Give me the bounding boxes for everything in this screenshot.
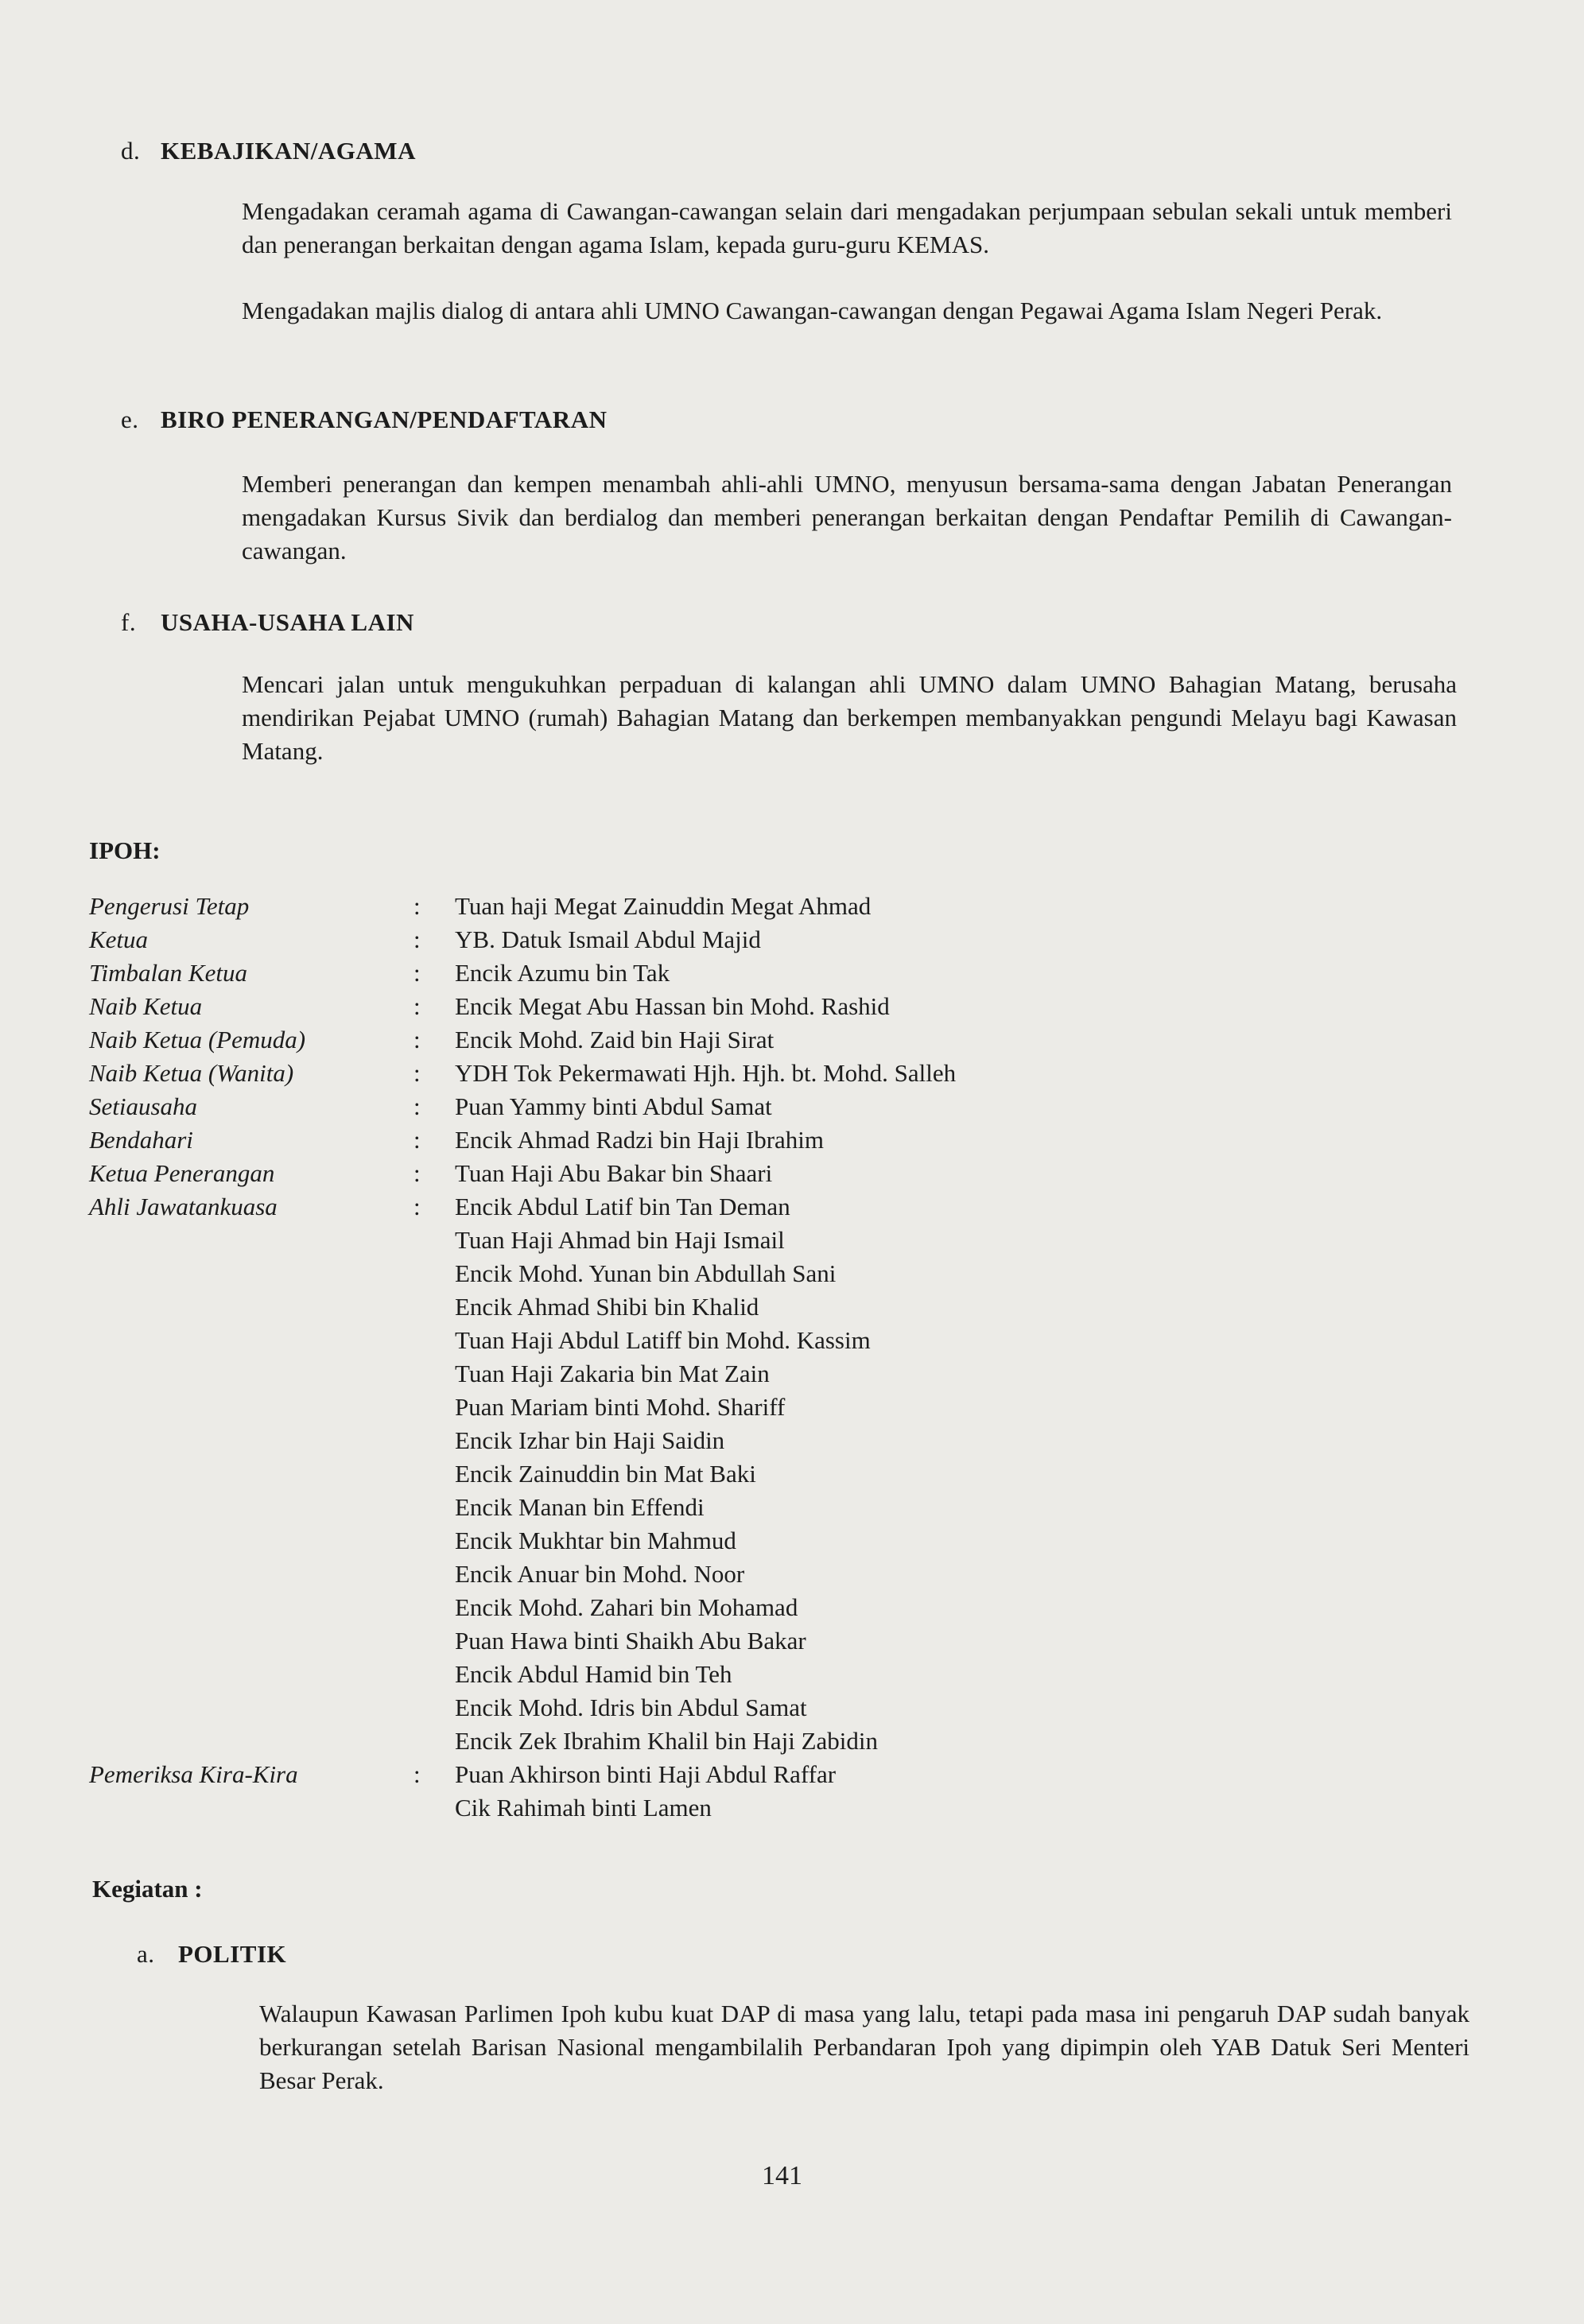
section-f-title: USAHA-USAHA LAIN <box>161 608 414 636</box>
roster-name: Encik Mukhtar bin Mahmud <box>455 1527 736 1554</box>
roster-name: Encik Zek Ibrahim Khalil bin Haji Zabidin <box>455 1727 879 1755</box>
section-d-paragraph-2: Mengadakan majlis dialog di antara ahli UMNO Cawangan-cawangan dengan Pegawai Agama Islam Negeri Perak. <box>242 297 1383 324</box>
roster-role: Naib Ketua (Wanita) <box>89 1059 294 1087</box>
section-d-heading <box>121 137 416 165</box>
roster-role: Timbalan Ketua <box>89 959 247 987</box>
section-e-heading <box>121 405 607 434</box>
roster-row <box>89 1159 1123 1193</box>
roster-role: Setiausaha <box>89 1092 198 1120</box>
section-d-paragraph-1: Mengadakan ceramah agama di Cawangan-cawangan selain dari mengadakan perjumpaan sebulan sekali untuk memberi dan penerangan berkaitan dengan agama Islam, kepada guru-guru KEMAS. <box>242 197 1452 258</box>
roster-name: Encik Azumu bin Tak <box>455 959 670 987</box>
roster-name: Encik Abdul Hamid bin Teh <box>455 1660 732 1688</box>
roster-name: Puan Mariam binti Mohd. Shariff <box>455 1393 786 1421</box>
roster-colon: : <box>413 1193 421 1220</box>
section-e-title: BIRO PENERANGAN/PENDAFTARAN <box>161 405 608 433</box>
roster-name: Encik Ahmad Shibi bin Khalid <box>455 1293 759 1321</box>
roster-role: Ketua Penerangan <box>89 1159 275 1187</box>
roster-colon: : <box>413 992 421 1020</box>
roster-name: Puan Akhirson binti Haji Abdul Raffar <box>455 1760 837 1788</box>
politik-label: a. <box>137 1940 155 1968</box>
roster-row <box>89 1059 1123 1092</box>
roster-row <box>89 1393 1123 1426</box>
roster-row <box>89 1794 1123 1827</box>
roster-row <box>89 1360 1123 1393</box>
roster-row <box>89 1026 1123 1059</box>
roster-role: Ketua <box>89 925 149 953</box>
roster-row <box>89 1560 1123 1593</box>
section-d-label: d. <box>121 137 141 165</box>
roster-row <box>89 1493 1123 1527</box>
roster-row <box>89 925 1123 959</box>
roster-row <box>89 1627 1123 1660</box>
roster-row <box>89 992 1123 1026</box>
roster-row <box>89 1259 1123 1293</box>
section-e-paragraph: Memberi penerangan dan kempen menambah ahli-ahli UMNO, menyusun bersama-sama dengan Jabatan Penerangan mengadakan Kursus Sivik dan berdialog dan memberi penerangan berkaitan dengan Pendaftar Pemilih di Cawangan-cawangan. <box>242 470 1452 565</box>
roster-name: Tuan Haji Zakaria bin Mat Zain <box>455 1360 770 1387</box>
roster-name: Encik Megat Abu Hassan bin Mohd. Rashid <box>455 992 890 1020</box>
roster-name: Encik Mohd. Zahari bin Mohamad <box>455 1593 798 1621</box>
roster-role: Naib Ketua (Pemuda) <box>89 1026 306 1053</box>
roster-name: Encik Manan bin Effendi <box>455 1493 705 1521</box>
roster-row <box>89 1527 1123 1560</box>
roster-name: Encik Mohd. Idris bin Abdul Samat <box>455 1694 807 1721</box>
roster-name: Cik Rahimah binti Lamen <box>455 1794 712 1822</box>
section-f-paragraph: Mencari jalan untuk mengukuhkan perpaduan di kalangan ahli UMNO dalam UMNO Bahagian Matang, berusaha mendirikan Pejabat UMNO (rumah) Bahagian Matang dan berkempen membanyakkan pengundi Melayu bagi Kawasan Matang. <box>242 670 1457 765</box>
roster-colon: : <box>413 1760 421 1788</box>
section-e-label: e. <box>121 405 139 433</box>
roster-row <box>89 959 1123 992</box>
roster-colon: : <box>413 892 421 920</box>
roster-name: Encik Zainuddin bin Mat Baki <box>455 1460 756 1488</box>
roster-row <box>89 1460 1123 1493</box>
roster-name: Puan Hawa binti Shaikh Abu Bakar <box>455 1627 806 1655</box>
roster-role: Pemeriksa Kira-Kira <box>89 1760 298 1788</box>
roster-row <box>89 1226 1123 1259</box>
roster-row <box>89 1326 1123 1360</box>
roster-name: Encik Izhar bin Haji Saidin <box>455 1426 725 1454</box>
roster-role: Ahli Jawatankuasa <box>89 1193 278 1220</box>
roster-row <box>89 1293 1123 1326</box>
roster-name: Tuan haji Megat Zainuddin Megat Ahmad <box>455 892 872 920</box>
roster-row <box>89 1126 1123 1159</box>
roster-name: YB. Datuk Ismail Abdul Majid <box>455 925 761 953</box>
politik-heading <box>137 1940 286 1969</box>
roster-colon: : <box>413 1159 421 1187</box>
roster-row <box>89 1694 1123 1727</box>
roster-name: Encik Mohd. Yunan bin Abdullah Sani <box>455 1259 837 1287</box>
roster-colon: : <box>413 1092 421 1120</box>
roster-name: Encik Mohd. Zaid bin Haji Sirat <box>455 1026 775 1053</box>
roster-name: Tuan Haji Ahmad bin Haji Ismail <box>455 1226 785 1254</box>
committee-roster <box>89 892 1123 1846</box>
roster-row <box>89 1193 1123 1226</box>
roster-colon: : <box>413 925 421 953</box>
roster-name: Puan Yammy binti Abdul Samat <box>455 1092 772 1120</box>
roster-row <box>89 1760 1123 1794</box>
roster-row <box>89 1092 1123 1126</box>
roster-name: Tuan Haji Abu Bakar bin Shaari <box>455 1159 773 1187</box>
roster-role: Pengerusi Tetap <box>89 892 250 920</box>
roster-colon: : <box>413 959 421 987</box>
politik-paragraph: Walaupun Kawasan Parlimen Ipoh kubu kuat DAP di masa yang lalu, tetapi pada masa ini pengaruh DAP sudah banyak berkurangan setelah Barisan Nasional mengambilalih Perbandaran Ipoh yang dipimpin oleh YAB Datuk Seri Menteri Besar Perak. <box>259 2000 1469 2094</box>
roster-name: YDH Tok Pekermawati Hjh. Hjh. bt. Mohd. Salleh <box>455 1059 957 1087</box>
roster-row <box>89 1660 1123 1694</box>
roster-colon: : <box>413 1059 421 1087</box>
roster-row <box>89 892 1123 925</box>
roster-name: Encik Ahmad Radzi bin Haji Ibrahim <box>455 1126 825 1154</box>
section-f-label: f. <box>121 608 137 636</box>
roster-row <box>89 1426 1123 1460</box>
roster-name: Encik Anuar bin Mohd. Noor <box>455 1560 745 1588</box>
kegiatan-heading: Kegiatan : <box>92 1875 203 1903</box>
ipoh-heading: IPOH: <box>89 836 161 864</box>
roster-role: Naib Ketua <box>89 992 203 1020</box>
roster-colon: : <box>413 1026 421 1053</box>
roster-name: Tuan Haji Abdul Latiff bin Mohd. Kassim <box>455 1326 871 1354</box>
roster-role: Bendahari <box>89 1126 193 1154</box>
roster-row <box>89 1593 1123 1627</box>
roster-row <box>89 1727 1123 1760</box>
politik-title: POLITIK <box>178 1940 287 1968</box>
section-d-title: KEBAJIKAN/AGAMA <box>161 137 416 165</box>
page-number: 141 <box>762 2161 802 2190</box>
roster-name: Encik Abdul Latif bin Tan Deman <box>455 1193 790 1220</box>
section-f-heading <box>121 608 414 637</box>
roster-colon: : <box>413 1126 421 1154</box>
